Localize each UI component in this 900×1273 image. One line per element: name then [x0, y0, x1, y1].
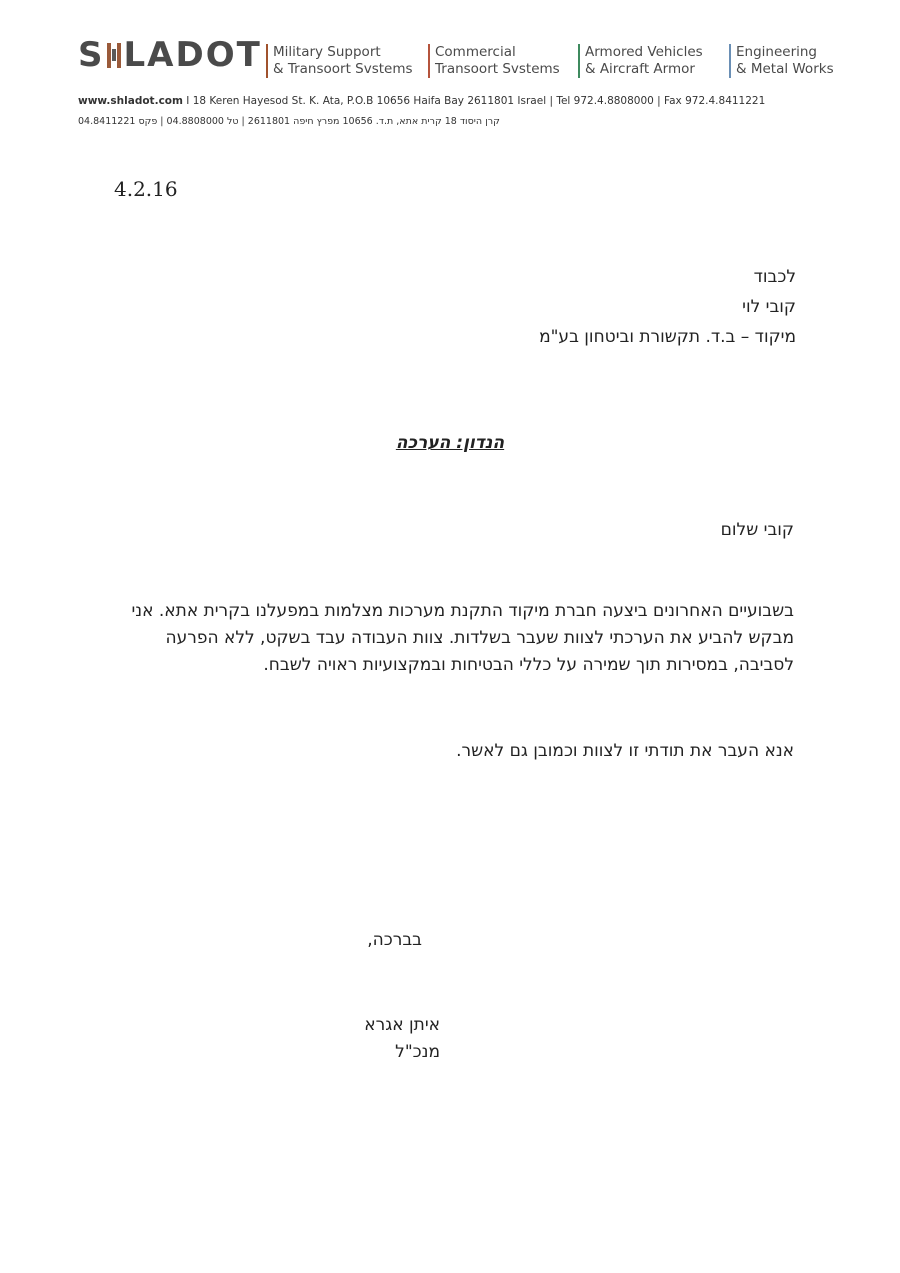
letter-date: 4.2.16: [114, 177, 178, 201]
tagline-line: Commercial: [435, 44, 516, 60]
letter-greeting: קובי שלום: [720, 520, 794, 540]
tagline-divider: [266, 44, 268, 78]
logo-text-end: LADOT: [123, 35, 262, 75]
letter-closing: בברכה,: [367, 930, 422, 950]
contact-hebrew: קרן היסוד 18 קרית אתא, ת.ד. 10656 מפרץ חיפה 2611801 | טל 04.8808000 | פקס 04.8411221: [78, 116, 500, 127]
tagline-line: & Aircraft Armor: [585, 61, 695, 77]
signature-block: [364, 1012, 440, 1066]
body-paragraph: בשבועיים האחרונים ביצעה חברת מיקוד התקנת מערכות מצלמות במפעלנו בקרית אתא. אני מבקש להביע את הערכתי לצוות שעבר בשלדות. צוות העבודה עבד בשקט, ללא הפרעה לסביבה, במסירות תוך שמירה על כללי הבטיחות ובמקצועיות ראויה לשבח.: [131, 601, 794, 675]
recipient-block: [539, 262, 796, 352]
signer-title: מנכ"ל: [395, 1042, 440, 1062]
contact-english: [78, 95, 765, 107]
tagline-divider: [428, 44, 430, 78]
website-link[interactable]: www.shladot.com: [78, 95, 183, 107]
body-paragraph: אנא העבר את תודתי זו לצוות וכמובן גם לאשר.: [456, 741, 794, 761]
recipient-line: קובי לוי: [742, 297, 796, 317]
recipient-line: מיקוד – ב.ד. תקשורת וביטחון בע"מ: [539, 327, 796, 347]
signer-name: איתן אגרא: [364, 1015, 440, 1035]
tagline-line: & Transoort Svstems: [273, 61, 413, 77]
company-logo: [78, 35, 262, 75]
tagline-line: & Metal Works: [736, 61, 834, 77]
tagline-line: Military Support: [273, 44, 381, 60]
letter-subject: הנדון: הערכה: [395, 433, 505, 453]
tagline-line: Transoort Svstems: [435, 61, 560, 77]
tagline-armored: [578, 44, 703, 78]
logo-text-start: S: [78, 35, 105, 75]
address-en: I 18 Keren Hayesod St. K. Ata, P.O.B 10656 Haifa Bay 2611801 Israel | Tel 972.4.8808000 | Fax 972.4.8411221: [182, 95, 766, 107]
logo-mark-icon: [107, 43, 121, 68]
tagline-military: [266, 44, 413, 78]
tagline-divider: [578, 44, 580, 78]
tagline-commercial: [428, 44, 560, 78]
tagline-line: Engineering: [736, 44, 817, 60]
tagline-engineering: [729, 44, 834, 78]
recipient-line: לכבוד: [753, 267, 796, 287]
tagline-divider: [729, 44, 731, 78]
tagline-line: Armored Vehicles: [585, 44, 703, 60]
